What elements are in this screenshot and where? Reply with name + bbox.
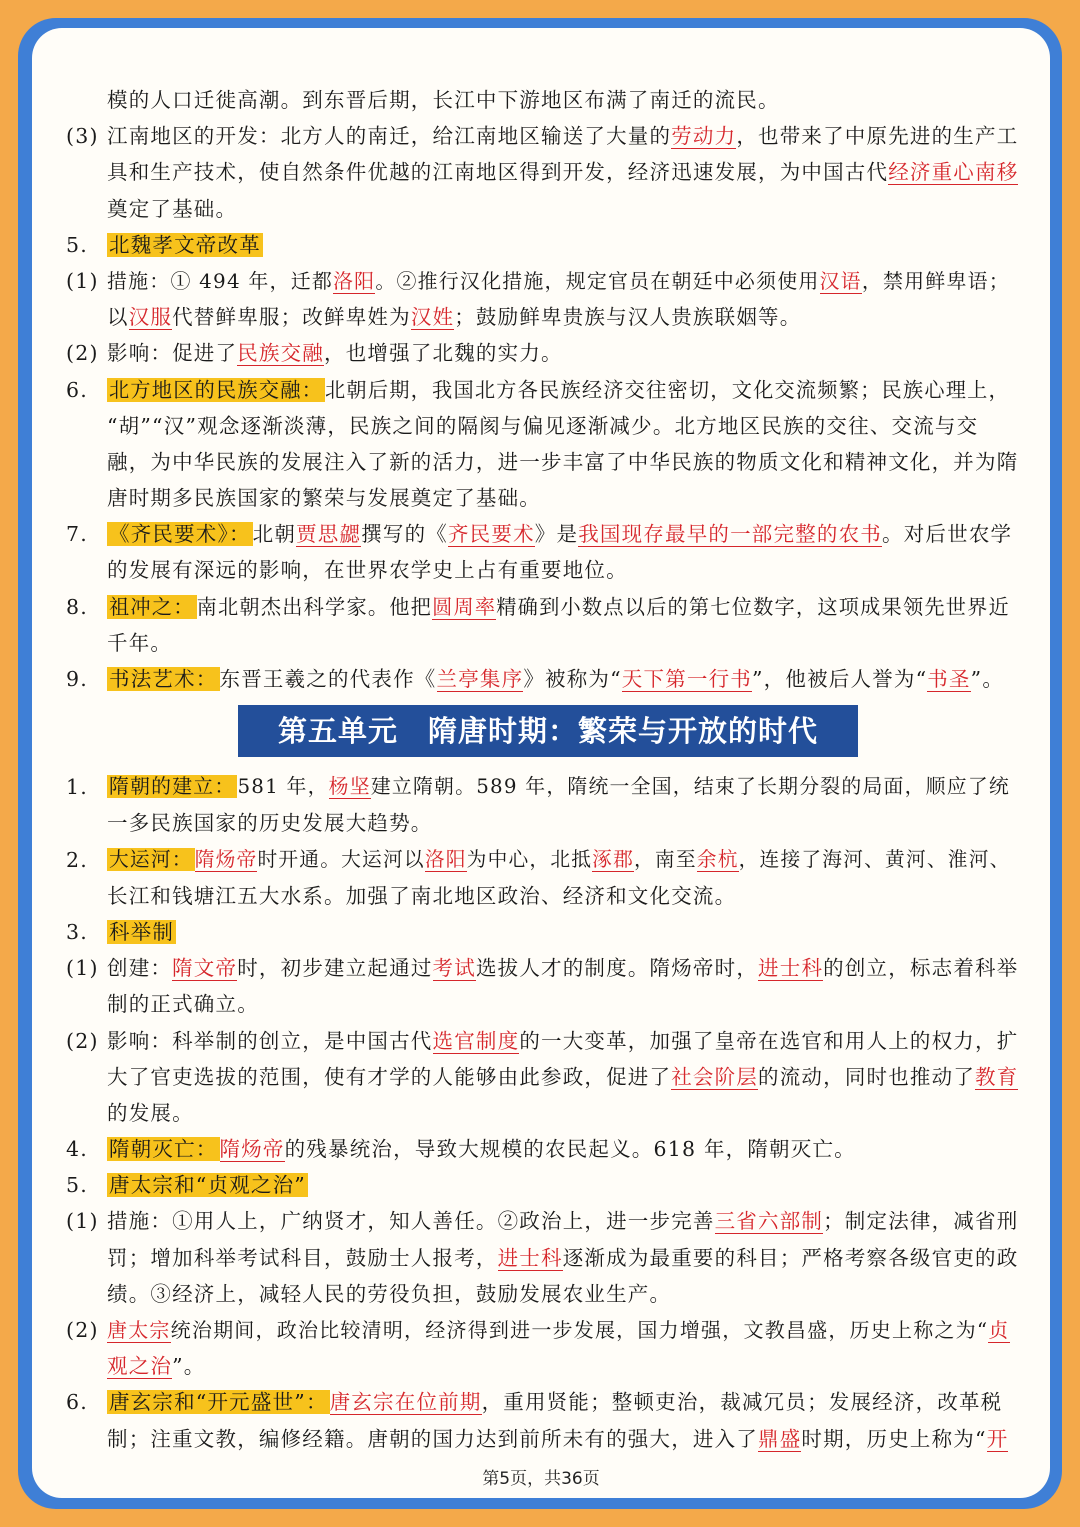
text-line: 绩。③经济上，减轻人民的劳役负担，鼓励发展农业生产。 — [107, 1281, 672, 1306]
key-term: 经济重心南移 — [888, 160, 1019, 185]
key-term: 唐太宗 — [107, 1318, 171, 1342]
item-number: (2) — [66, 341, 99, 366]
key-term: 开 — [986, 1426, 1009, 1451]
highlighted-title: 大运河： — [109, 847, 193, 871]
text-line: 的发展。 — [107, 1100, 194, 1125]
key-term: 选官制度 — [432, 1028, 520, 1053]
section-heading — [32, 1167, 1050, 1203]
section-heading — [32, 914, 1050, 950]
highlighted-title: 唐玄宗和“开元盛世”： — [109, 1390, 328, 1415]
text-line: 4. 隋朝灭亡：隋炀帝的残暴统治，导致大规模的农民起义。618 年，隋朝灭亡。 — [32, 1131, 1050, 1167]
item-number: (1) — [66, 1209, 99, 1234]
key-term: 三省六部制 — [714, 1209, 824, 1234]
key-term: 杨坚 — [328, 775, 371, 799]
item-number: 4. — [66, 1137, 88, 1162]
text-line: 2. 大运河： 隋炀帝时开通。大运河以洛阳为中心，北抵涿郡，南至余杭，连接了海河、黄河、淮河、 — [32, 842, 1050, 878]
text-line: 以汉服代替鲜卑服；改鲜卑姓为汉姓；鼓励鲜卑贵族与汉人贵族联姻等。 — [107, 305, 802, 330]
unit-title: 第五单元 隋唐时期：繁荣与开放的时代 — [238, 705, 858, 757]
text-line: 6. 唐玄宗和“开元盛世”：唐玄宗在位前期，重用贤能；整顿吏治，裁减冗员；发展经济，改革税 — [32, 1384, 1050, 1420]
item-number: (2) — [66, 1318, 99, 1342]
item-number: 6. — [66, 1390, 88, 1415]
key-term: 民族交融 — [237, 341, 325, 366]
text-line: 长江和钱塘江五大水系。加强了南北地区政治、经济和文化交流。 — [107, 883, 737, 908]
text-line: 唐时期多民族国家的繁荣与发展奠定了基础。 — [107, 486, 541, 511]
item-number: 2. — [66, 847, 88, 872]
item-number: 1. — [66, 775, 88, 800]
text-line: 一多民族国家的历史发展大趋势。 — [107, 811, 433, 836]
key-term: 进士科 — [497, 1245, 563, 1270]
section-heading — [32, 227, 1050, 263]
key-term: 隋炀帝 — [219, 1137, 285, 1162]
highlighted-title: 祖冲之： — [109, 594, 195, 619]
text-line: 6. 北方地区的民族交融：北朝后期，我国北方各民族经济交往密切，文化交流频繁；民族心理上， — [32, 372, 1050, 408]
highlighted-title: 科举制 — [109, 919, 175, 944]
key-term: 社会阶层 — [671, 1064, 759, 1089]
text-line: 融，为中华民族的发展注入了新的活力，进一步丰富了中华民族的物质文化和精神文化，并为隋 — [107, 449, 1019, 474]
unit-banner — [32, 697, 1050, 769]
key-term: 鼎盛 — [758, 1426, 802, 1451]
key-term: 洛阳 — [333, 268, 376, 293]
item-number: 6. — [66, 377, 88, 402]
text-line: (2) 影响：促进了民族交融，也增强了北魏的实力。 — [32, 335, 1050, 371]
text-line: 罚；增加科举考试科目，鼓励士人报考，进士科逐渐成为最重要的科目；严格考察各级官吏的政 — [107, 1245, 1019, 1270]
highlighted-title: 隋朝灭亡： — [109, 1137, 218, 1162]
text-line: (1) 措施：① 494 年，迁都洛阳。②推行汉化措施，规定官员在朝廷中必须使用汉语，禁用鲜卑语； — [32, 263, 1050, 299]
key-term: 齐民要术 — [447, 522, 535, 547]
text-line: 1. 隋朝的建立： 581 年，杨坚建立隋朝。589 年，隋统一全国，结束了长期分裂的局面，顺应了统 — [32, 769, 1050, 805]
key-term: 汉姓 — [410, 305, 455, 330]
item-number: 3. — [66, 919, 88, 944]
text-line: 的发展有深远的影响，在世界农学史上占有重要地位。 — [107, 558, 628, 583]
item-number: (1) — [66, 268, 99, 293]
highlighted-title: 书法艺术： — [109, 667, 218, 691]
highlighted-title: 《齐民要术》： — [109, 522, 251, 547]
highlighted-title: 北方地区的民族交融： — [109, 377, 324, 402]
item-number: 8. — [66, 594, 88, 619]
key-term: 汉语 — [819, 268, 862, 293]
text-line: 7. 《齐民要术》：北朝贾思勰撰写的《齐民要术》是我国现存最早的一部完整的农书。对后世农学 — [32, 516, 1050, 552]
text-line: (1) 措施：①用人上，广纳贤才，知人善任。②政治上，进一步完善三省六部制；制定法律，减省刑 — [32, 1203, 1050, 1239]
key-term: 洛阳 — [424, 847, 467, 871]
highlighted-title: 唐太宗和“贞观之治” — [109, 1173, 306, 1198]
item-number: 5. — [66, 1173, 88, 1198]
text-line: “胡”“汉”观念逐渐淡薄，民族之间的隔阂与偏见逐渐减少。北方地区民族的交往、交流与交 — [107, 413, 979, 438]
text-line: 千年。 — [107, 630, 173, 655]
text-line: 8. 祖冲之：南北朝杰出科学家。他把圆周率精确到小数点以后的第七位数字，这项成果领先世界近 — [32, 589, 1050, 625]
key-term: 考试 — [432, 956, 476, 981]
key-term: 书圣 — [927, 667, 971, 691]
text-line — [32, 82, 1050, 118]
text-line: 9. 书法艺术：东晋王羲之的代表作《兰亭集序》被称为“天下第一行书”，他被后人誉为“书圣”。 — [32, 661, 1050, 697]
text-line: (2) 唐太宗统治期间，政治比较清明，经济得到进一步发展，国力增强，文教昌盛，历史上称之为“贞 — [32, 1312, 1050, 1348]
document-page — [32, 28, 1050, 1498]
text-line: 观之治”。 — [107, 1354, 206, 1379]
highlighted-title: 北魏孝文帝改革 — [109, 232, 261, 257]
text-line: 大了官吏选拔的范围，使有才学的人能够由此参政，促进了社会阶层的流动，同时也推动了教育 — [107, 1064, 1019, 1089]
key-term: 汉服 — [128, 305, 173, 330]
key-term: 我国现存最早的一部完整的农书 — [578, 522, 883, 547]
item-number: 9. — [66, 667, 88, 691]
key-term: 贞 — [988, 1318, 1010, 1342]
key-term: 涿郡 — [592, 847, 635, 871]
item-number: 5. — [66, 232, 88, 257]
key-term: 天下第一行书 — [621, 667, 752, 691]
item-number: (3) — [66, 124, 99, 149]
key-term: 余杭 — [696, 847, 739, 871]
text-line: 制的正式确立。 — [107, 992, 259, 1017]
key-term: 兰亭集序 — [436, 667, 524, 691]
item-number: 7. — [66, 522, 88, 547]
text-line: (1) 创建：隋文帝时，初步建立起通过考试选拔人才的制度。隋炀帝时，进士科的创立，标志着科举 — [32, 950, 1050, 986]
key-term: 教育 — [975, 1064, 1019, 1089]
migration-text: 模的人口迁徙高潮。到东晋后期，长江中下游地区布满了南迁的流民。 — [107, 88, 780, 112]
text-line: (2) 影响：科举制的创立，是中国古代选官制度的一大变革，加强了皇帝在选官和用人上的权力，扩 — [32, 1023, 1050, 1059]
key-term: 唐玄宗在位前期 — [329, 1390, 482, 1415]
text-line: 制；注重文教，编修经籍。唐朝的国力达到前所未有的强大，进入了鼎盛时期，历史上称为“开 — [107, 1426, 1009, 1451]
text-line: 具和生产技术，使自然条件优越的江南地区得到开发，经济迅速发展，为中国古代经济重心南移 — [107, 160, 1019, 185]
key-term: 进士科 — [758, 956, 824, 981]
key-term: 贾思勰 — [296, 522, 362, 547]
text-line: 奠定了基础。 — [107, 196, 238, 221]
document-content — [32, 82, 1050, 1457]
item-number: (1) — [66, 956, 99, 981]
key-term: 圆周率 — [432, 594, 497, 619]
key-term: 观之治 — [107, 1354, 173, 1379]
jiangnan-text: 江南地区的开发：北方人的南迁，给江南地区输送了大量的劳动力，也带来了中原先进的生产工 — [107, 124, 1019, 149]
page-number: 第5页，共36页 — [482, 1469, 600, 1489]
item-number: (2) — [66, 1028, 99, 1053]
key-term: 隋炀帝 — [194, 847, 258, 871]
key-term: 隋文帝 — [172, 956, 238, 981]
text-line — [32, 118, 1050, 154]
highlighted-title: 隋朝的建立： — [109, 775, 236, 799]
key-term: 劳动力 — [671, 124, 737, 149]
